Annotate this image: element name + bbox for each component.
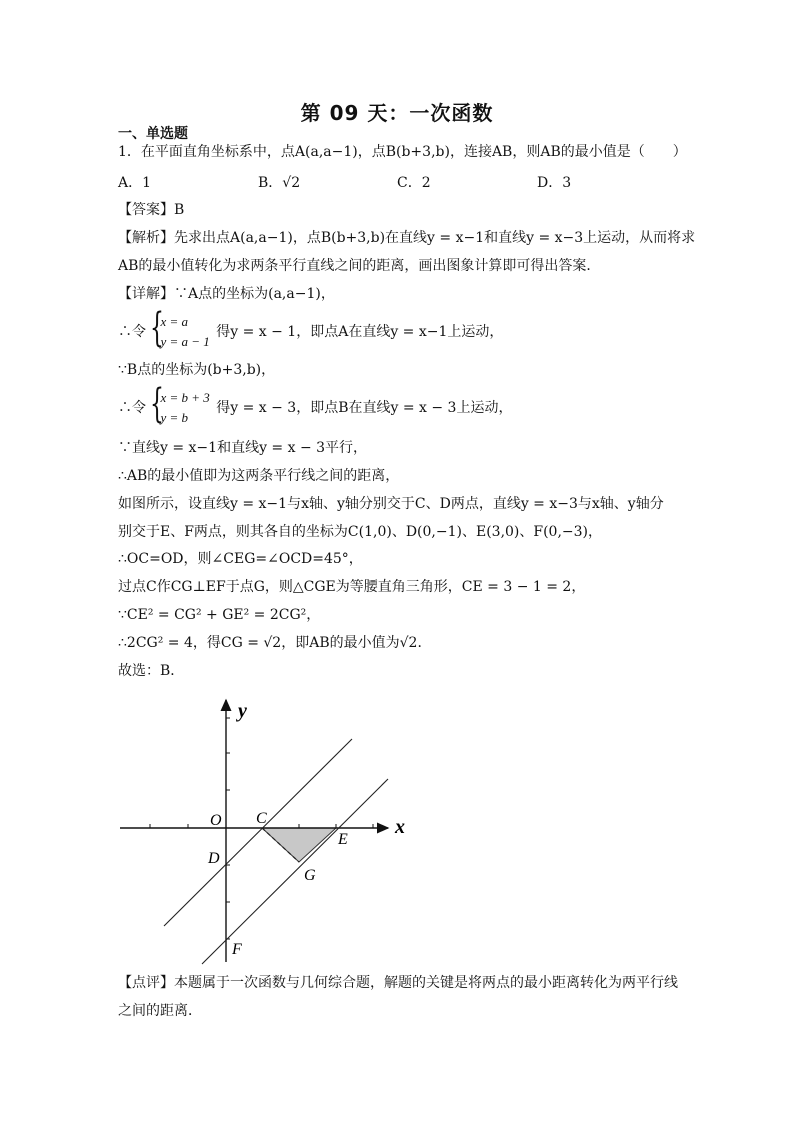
label-g: G	[304, 867, 316, 884]
label-x: x	[395, 816, 405, 838]
detail-line-4-prefix: ∴令	[118, 400, 146, 416]
label-d: D	[208, 850, 220, 867]
detail-line-1: 【详解】∵A点的坐标为(a,a−1)，	[118, 286, 335, 302]
detail-line-2-suffix: 得y = x − 1，即点A在直线y = x−1上运动，	[216, 324, 504, 340]
equation-system-2	[150, 381, 210, 428]
option-c: C．2	[397, 175, 431, 191]
comment-line-1: 【点评】本题属于一次函数与几何综合题，解题的关键是将两点的最小距离转化为两平行线	[118, 975, 678, 991]
shaded-triangle-cge	[262, 828, 336, 862]
detail-line-3: ∵B点的坐标为(b+3,b)，	[118, 362, 276, 378]
system-2-row-1: x = b + 3	[160, 390, 210, 405]
system-1-row-1: x = a	[160, 314, 188, 329]
brace-icon: {	[150, 381, 165, 427]
detail-line-10: 过点C作CG⊥EF于点G，则△CGE为等腰直角三角形，CE = 3 − 1 = 2，	[118, 579, 586, 595]
label-c: C	[256, 810, 267, 827]
system-1-row-2: y = a − 1	[160, 334, 210, 349]
geometry-figure	[116, 690, 416, 970]
detail-line-11: ∵CE² = CG² + GE² = 2CG²，	[118, 607, 321, 623]
detail-line-5: ∵直线y = x−1和直线y = x − 3平行，	[118, 440, 368, 456]
equation-system-1	[150, 305, 210, 352]
option-d: D．3	[537, 175, 572, 191]
option-a: A．1	[118, 175, 152, 191]
answer-line: 【答案】B	[118, 202, 185, 218]
label-y: y	[238, 700, 247, 722]
detail-line-2	[118, 305, 504, 352]
brace-icon: {	[150, 305, 165, 351]
choose-line: 故选：B．	[118, 663, 185, 679]
detail-line-4-suffix: 得y = x − 3，即点B在直线y = x − 3上运动，	[216, 400, 513, 416]
detail-line-2-prefix: ∴令	[118, 324, 146, 340]
detail-line-6: ∴AB的最小值即为这两条平行线之间的距离，	[118, 468, 400, 484]
label-o: O	[210, 812, 222, 829]
page-title: 第 09 天：一次函数	[300, 101, 494, 125]
label-e: E	[338, 831, 348, 848]
detail-line-8: 别交于E、F两点，则其各自的坐标为C(1,0)、D(0,−1)、E(3,0)、F(0,−3)，	[118, 524, 603, 540]
detail-line-12: ∴2CG² = 4，得CG = √2，即AB的最小值为√2．	[118, 635, 432, 651]
system-2-row-2: y = b	[160, 410, 188, 425]
analysis-line-2: AB的最小值转化为求两条平行直线之间的距离，画出图象计算即可得出答案．	[118, 258, 601, 274]
detail-line-4	[118, 381, 513, 428]
section-heading: 一、单选题	[118, 126, 188, 142]
comment-line-2: 之间的距离．	[118, 1003, 202, 1019]
question-text: 1．在平面直角坐标系中，点A(a,a−1)，点B(b+3,b)，连接AB，则AB的最小值是（ ）	[118, 144, 687, 160]
label-f: F	[232, 941, 242, 958]
line-y-equals-x-minus-3	[202, 779, 388, 964]
detail-line-7: 如图所示，设直线y = x−1与x轴、y轴分别交于C、D两点，直线y = x−3与x轴、y轴分	[118, 496, 664, 512]
analysis-line-1: 【解析】先求出点A(a,a−1)，点B(b+3,b)在直线y = x−1和直线y = x−3上运动，从而将求	[118, 230, 696, 246]
option-b: B．√2	[258, 175, 301, 191]
detail-line-9: ∴OC=OD，则∠CEG=∠OCD=45°，	[118, 551, 363, 567]
